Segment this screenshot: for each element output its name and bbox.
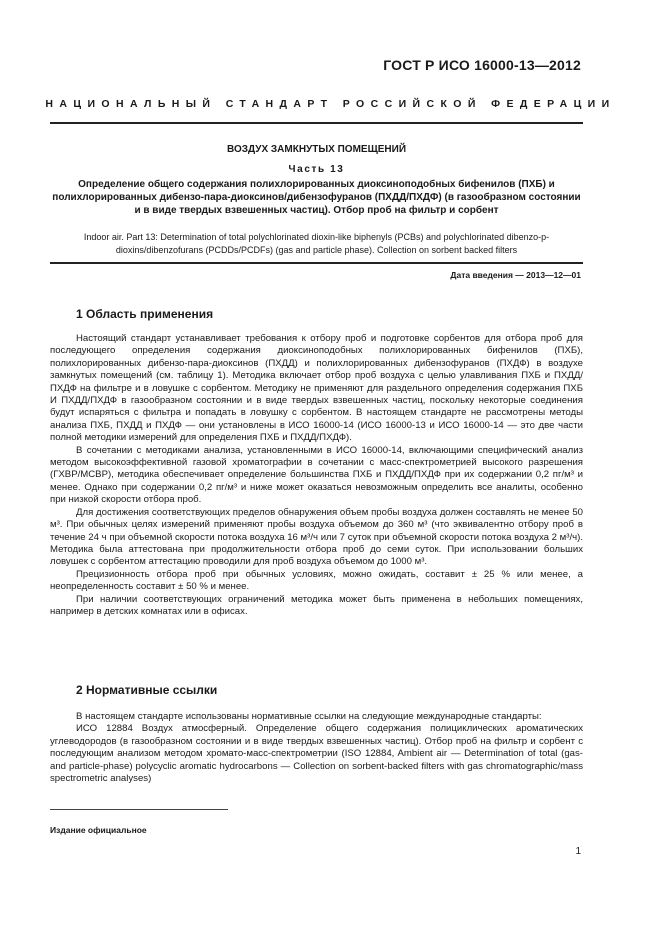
introduction-date: Дата введения — 2013—12—01 — [450, 270, 581, 280]
section-1-paragraph: Настоящий стандарт устанавливает требования к отбору проб и подготовке сорбентов для отбора проб для последующего определения содержания диоксиноподобных полихлорированных бифенилов (ПХБ), полихлорированных дибензо-пара-диоксинов (ПХДД) и полихлорированных дибензофуранов (ПХДФ) в воздухе замкнутых помещений (см. таблицу 1). Методика включает отбор проб воздуха с целью улавливания ПХБ и ПХДД/ПХДФ на фильтре и в ловушке с сорбентом. Методику не применяют для раздельного определения содержания ПХБ И ПХДД/ПХДФ в газообразном состоянии и в виде твердых взвешенных частиц, поскольку некоторые соединения будут испаряться с фильтра и попадать в ловушку с сорбентом. В настоящем стандарте не рассмотрены методы анализа ПХБ, ПХДД и ПХДФ — они установлены в ИСО 16000-14 (ИСО 16000-13 и ИСО 16000-14 — это две части полной методики измерений для определения ПХБ и ПХДД/ПХДФ). — [50, 333, 583, 444]
document-code: ГОСТ Р ИСО 16000-13—2012 — [383, 57, 581, 73]
edition-label: Издание официальное — [50, 825, 147, 835]
section-1-paragraph: В сочетании с методиками анализа, установленными в ИСО 16000-14, включающими специфический анализ методом высокоэффективной газовой хроматографии в сочетании с масс-спектрометрией высокого разрешения (ГХВР/МСВР), методика обеспечивает определение большинства ПХБ и ПХДД/ПХДФ при их содержании 0,2 пг/м³ и менее. Однако при содержании 0,2 пг/м³ и ниже может оказаться невозможным определить все аналиты, особенно при низкой скорости отбора проб. — [50, 444, 583, 506]
section-2-heading: 2 Нормативные ссылки — [76, 683, 218, 697]
top-divider — [50, 122, 583, 124]
page-number: 1 — [575, 846, 581, 857]
title-divider — [50, 262, 583, 264]
section-2-paragraph: ИСО 12884 Воздух атмосферный. Определение общего содержания полициклических ароматических углеводородов (в газообразном состоянии и в виде твердых взвешенных частиц). Отбор проб на фильтр и сорбент с последующим анализом методом хромато-масс-спектрометрии (ISO 12884, Ambient air — Determination of total (gas- and particle-phase) polycyclic aromatic hydrocarbons — Collection on sorbent-backed filters with gas chromatographic/mass spectrometric analyses) — [50, 723, 583, 785]
english-title: Indoor air. Part 13: Determination of total polychlorinated dioxin-like biphenyls (PCBs) and polychlorinated dibenzo-p-dioxins/dibenzofurans (PCDDs/PCDFs) (gas and particle phase). Collection on sorbent backed filters — [83, 232, 550, 255]
section-1-heading: 1 Область применения — [76, 307, 214, 321]
section-1-paragraph: Прецизионность отбора проб при обычных условиях, можно ожидать, составит ± 25 % или менее, а неопределенность составит ± 50 % и менее. — [50, 568, 583, 593]
section-2-paragraph: В настоящем стандарте использованы нормативные ссылки на следующие международные стандарты: — [76, 711, 542, 722]
document-title: ВОЗДУХ ЗАМКНУТЫХ ПОМЕЩЕНИЙ — [226, 144, 407, 155]
part-label: Часть 13 — [288, 164, 345, 175]
section-1-paragraph: Для достижения соответствующих пределов обнаружения объем пробы воздуха должен составлять не менее 50 м³. При обычных целях измерений применяют пробы воздуха объемом до 360 м³ (что эквивалентно отбору проб в течение 24 ч при объемной скорости потока воздуха 16 м³/ч или 7 суток при объемной скорости потока воздуха 2 м³/ч). Методика была аттестована при продолжительности отбора проб до семи суток. При использовании больших ловушек с сорбентом аттестацию проводили для проб воздуха объемом до 1000 м³. — [50, 506, 583, 568]
section-1-body — [50, 333, 583, 618]
document-subtitle: Определение общего содержания полихлорированных диоксиноподобных бифенилов (ПХБ) и полихлорированных дибензо-пара-диоксинов/дибензофуранов (ПХДД/ПХДФ) (в газообразном состоянии и в виде твердых взвешенных частиц). Отбор проб на фильтр и сорбент — [52, 179, 581, 216]
footer-divider — [50, 809, 228, 810]
national-standard-banner: НАЦИОНАЛЬНЫЙ СТАНДАРТ РОССИЙСКОЙ ФЕДЕРАЦИИ — [45, 98, 616, 110]
section-1-paragraph: При наличии соответствующих ограничений методика может быть применена в небольших помещениях, например в детских комнатах или в офисах. — [50, 593, 583, 617]
section-2-body — [50, 711, 583, 785]
